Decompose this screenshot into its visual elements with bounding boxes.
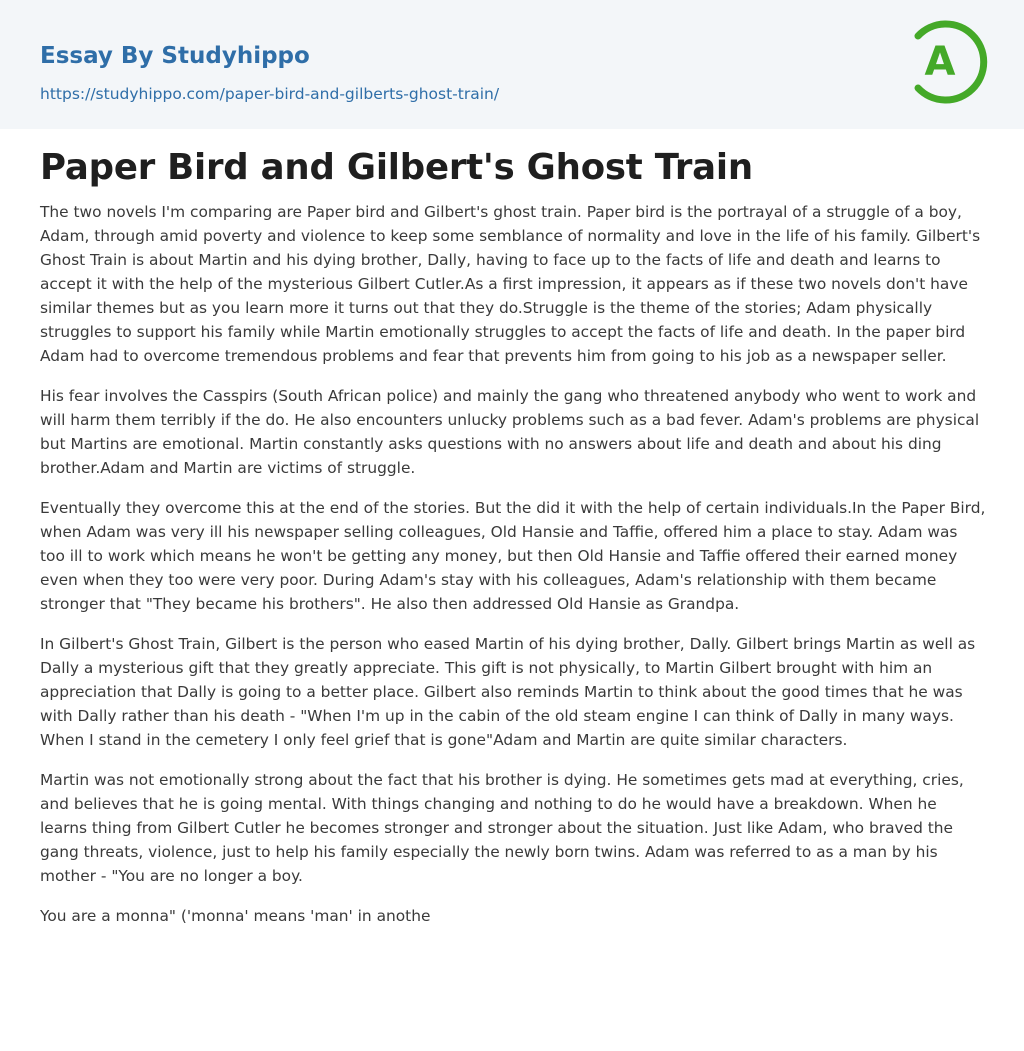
site-header [0, 0, 1024, 129]
logo-letter: A [924, 39, 956, 85]
studyhippo-logo-icon[interactable] [904, 16, 992, 108]
paragraph-3: Eventually they overcome this at the end of the stories. But the did it with the help of certain individuals.In the Paper Bird, when Adam was very ill his newspaper selling colleagues, Old Hansie and Taffie, offered him a place to stay. Adam was too ill to work which means he won't be getting any money, but then Old Hansie and Taffie offered their earned money even when they too were very poor. During Adam's stay with his colleagues, Adam's relationship with them became stronger that "They became his brothers". He also then addressed Old Hansie as Grandpa. [40, 499, 986, 613]
page-title: Paper Bird and Gilbert's Ghost Train [40, 147, 753, 188]
source-url-link[interactable]: https://studyhippo.com/paper-bird-and-gilberts-ghost-train/ [40, 85, 500, 103]
paragraph-1: The two novels I'm comparing are Paper bird and Gilbert's ghost train. Paper bird is the portrayal of a struggle of a boy, Adam, through amid poverty and violence to keep some semblance of normality and love in the life of his family. Gilbert's Ghost Train is about Martin and his dying brother, Dally, having to face up to the facts of life and death and learns to accept it with the help of the mysterious Gilbert Cutler.As a first impression, it appears as if these two novels don't have similar themes but as you learn more it turns out that they do.Struggle is the theme of the stories; Adam physically struggles to support his family while Martin emotionally struggles to accept the facts of life and death. In the paper bird Adam had to overcome tremendous problems and fear that prevents him from going to his job as a newspaper seller. [40, 203, 981, 365]
paragraph-2: His fear involves the Casspirs (South African police) and mainly the gang who threatened anybody who went to work and will harm them terribly if the do. He also encounters unlucky problems such as a bad fever. Adam's problems are physical but Martins are emotional. Martin constantly asks questions with no answers about life and death and about his ding brother.Adam and Martin are victims of struggle. [40, 387, 980, 477]
article [40, 146, 986, 944]
paragraph-6: You are a monna" ('monna' means 'man' in anothe [40, 907, 431, 925]
paragraph-5: Martin was not emotionally strong about the fact that his brother is dying. He sometimes gets mad at everything, cries, and believes that he is going mental. With things changing and nothing to do he would have a breakdown. When he learns thing from Gilbert Cutler he becomes stronger and stronger about the situation. Just like Adam, who braved the gang threats, violence, just to help his family especially the newly born twins. Adam was referred to as a man by his mother - "You are no longer a boy. [40, 771, 964, 885]
brand-title: Essay By Studyhippo [40, 43, 310, 69]
paragraph-4: In Gilbert's Ghost Train, Gilbert is the person who eased Martin of his dying brother, Dally. Gilbert brings Martin as well as Dally a mysterious gift that they greatly appreciate. This gift is not physically, to Martin Gilbert brought with him an appreciation that Dally is going to a better place. Gilbert also reminds Martin to think about the good times that he was with Dally rather than his death - "When I'm up in the cabin of the old steam engine I can think of Dally in many ways. When I stand in the cemetery I only feel grief that is gone"Adam and Martin are quite similar characters. [40, 635, 976, 749]
